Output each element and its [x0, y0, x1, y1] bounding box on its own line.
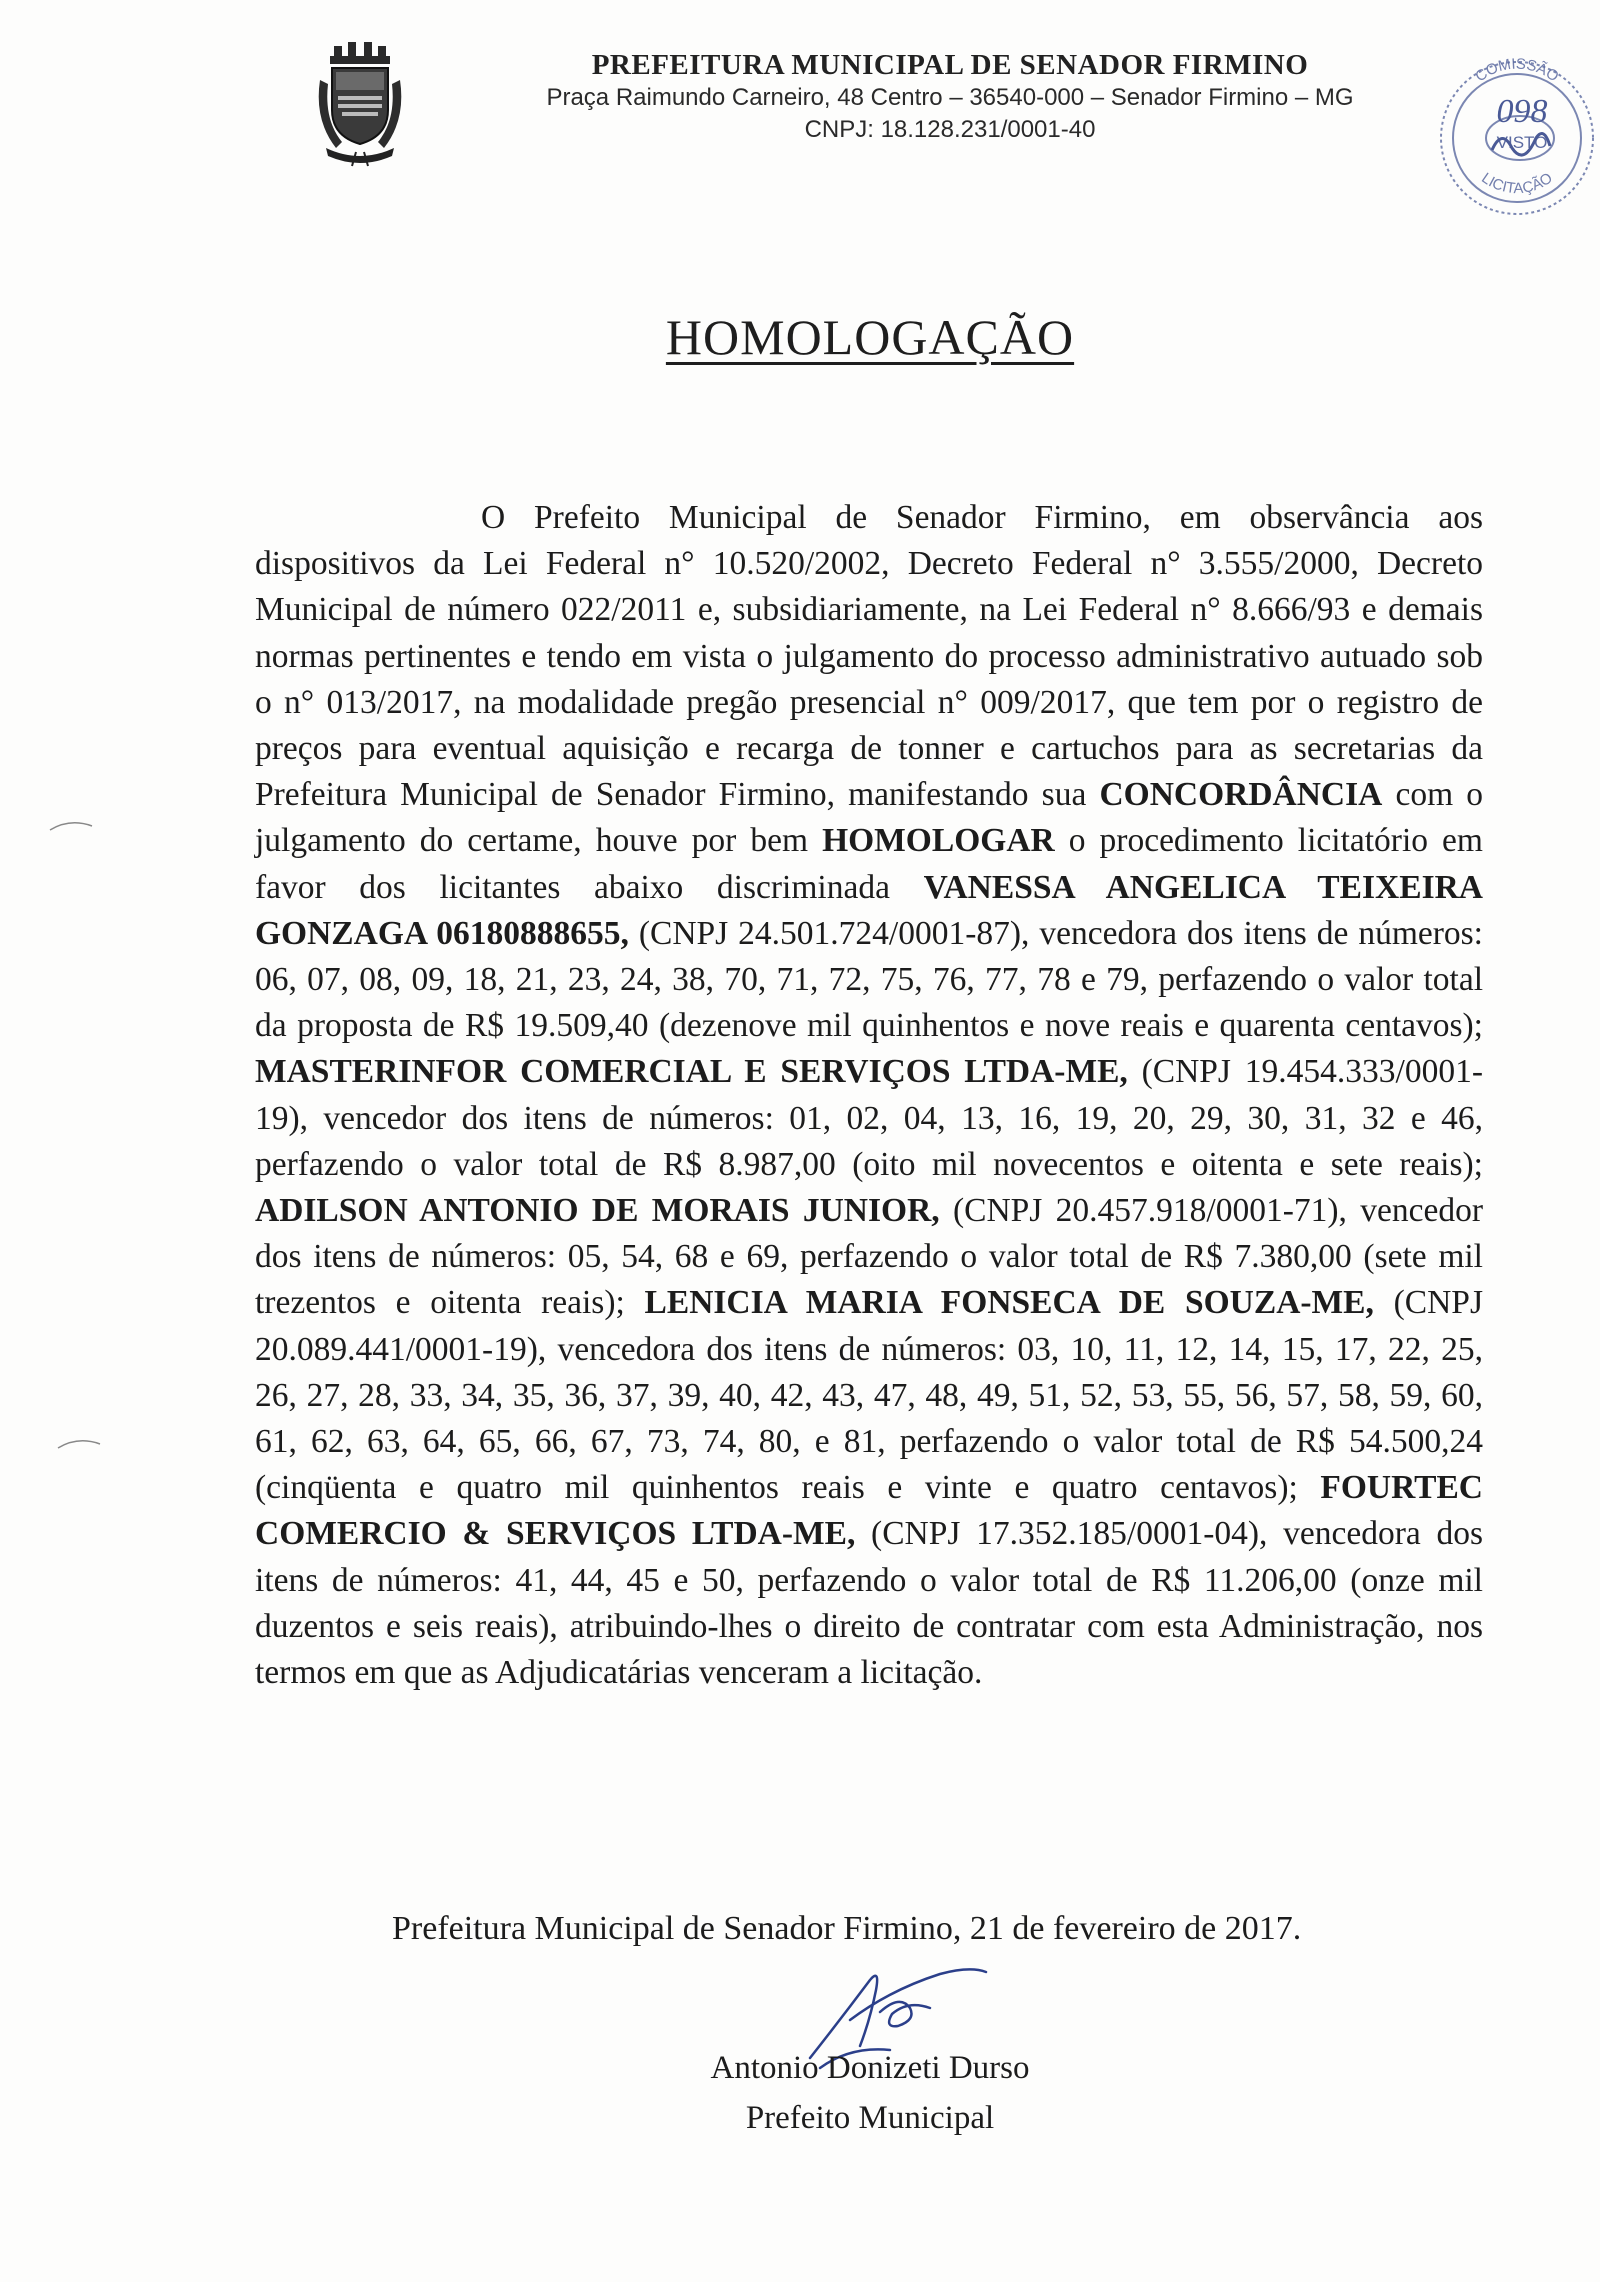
bold-text-run: HOMOLOGAR: [822, 822, 1055, 860]
bold-text-run: MASTERINFOR COMERCIAL E SERVIÇOS LTDA-ME,: [255, 1053, 1128, 1091]
coat-of-arms-logo: [312, 40, 408, 168]
bold-text-run: ADILSON ANTONIO DE MORAIS JUNIOR,: [255, 1192, 940, 1230]
margin-mark: [56, 1436, 102, 1450]
text-run: O Prefeito Municipal de Senador Firmino, em observância aos dispositivos da Lei Federal n° 10.520/2002, Decreto Federal n° 3.555/2000, Decreto Municipal de número 022/2011 e, subsidiariamente, na Lei Federal n° 8.666/93 e demais normas pertinentes e tendo em vista o julgamento do processo administrativo autuado sob o n° 013/2017, na modalidade pregão presencial n° 009/2017, que tem por o registro de preços para eventual aquisição e recarga de tonner e cartuchos para as secretarias da Prefeitura Municipal de Senador Firmino, manifestando sua: [255, 499, 1483, 814]
text-run: (CNPJ 24.501.724/0001-87), vencedora dos itens de números: 06, 07, 08, 09, 18, 21, 23, 24, 38, 70, 71, 72, 75, 76, 77, 78 e 79, perfazendo o valor total da proposta de R$ 19.509,40 (dezenove mil quinhentos e nove reais e quarenta centavos);: [255, 914, 1483, 1045]
text-run: (CNPJ 20.457.918/0001-71), vencedor dos itens de números: 05, 54, 68 e 69, perfazendo o valor total de R$ 7.380,00 (sete mil trezentos e oitenta reais);: [255, 1192, 1483, 1322]
stamp-bottom-text: LICITAÇÃO: [1478, 169, 1556, 198]
text-run: (CNPJ 19.454.333/0001-19), vencedor dos itens de números: 01, 02, 04, 13, 16, 19, 20, 29, 30, 31, 32 e 46, perfazendo o valor total de R$ 8.987,00 (oito mil novecentos e oitenta e sete reais);: [255, 1053, 1484, 1183]
municipality-address: Praça Raimundo Carneiro, 48 Centro – 36540-000 – Senador Firmino – MG: [546, 84, 1354, 111]
svg-text:LICITAÇÃO: [1478, 170, 1555, 198]
stamp-top-text: COMISSÃO: [1472, 55, 1562, 86]
svg-text:COMISSÃO: [1472, 56, 1562, 86]
municipality-cnpj: CNPJ: 18.128.231/0001-40: [804, 116, 1096, 143]
signatory-name: Antonio Donizeti Durso: [710, 2050, 1030, 2086]
stamp-number: 098: [1496, 93, 1548, 130]
margin-mark: [48, 818, 94, 832]
document-title: HOMOLOGAÇÃO: [665, 309, 1075, 365]
commission-stamp: [1432, 38, 1600, 228]
text-run: com o julgamento do certame, houve por bem: [255, 776, 1483, 860]
letterhead: [470, 48, 1430, 146]
text-run: o procedimento licitatório em favor dos licitantes abaixo discriminada: [255, 822, 1483, 906]
place-and-date: Prefeitura Municipal de Senador Firmino, 21 de fevereiro de 2017.: [392, 1910, 1302, 1947]
municipality-name: PREFEITURA MUNICIPAL DE SENADOR FIRMINO: [591, 49, 1309, 81]
text-run: (CNPJ 17.352.185/0001-04), vencedora dos itens de números: 41, 44, 45 e 50, perfazendo o valor total de R$ 11.206,00 (onze mil duzentos e seis reais), atribuindo-lhes o direito de contratar com esta Administração, nos termos em que as Adjudicatárias venceram a licitação.: [255, 1515, 1483, 1692]
bold-text-run: CONCORDÂNCIA: [1099, 776, 1383, 814]
bold-text-run: LENICIA MARIA FONSECA DE SOUZA-ME,: [644, 1284, 1374, 1322]
bold-text-run: FOURTEC COMERCIO & SERVIÇOS LTDA-ME,: [255, 1469, 1483, 1553]
bold-text-run: VANESSA ANGELICA TEIXEIRA GONZAGA 06180888655,: [255, 868, 1483, 952]
stamp-middle-text: VISTO: [1496, 133, 1548, 152]
document-body: [255, 495, 1483, 1696]
text-run: (CNPJ 20.089.441/0001-19), vencedora dos itens de números: 03, 10, 11, 12, 14, 15, 17, 22, 25, 26, 27, 28, 33, 34, 35, 36, 37, 39, 40, 42, 43, 47, 48, 49, 51, 52, 53, 55, 56, 57, 58, 59, 60, 61, 62, 63, 64, 65, 66, 67, 73, 74, 80, e 81, perfazendo o valor total de R$ 54.500,24 (cinqüenta e quatro mil quinhentos reais e vinte e quatro centavos);: [255, 1284, 1483, 1507]
signatory-role: Prefeito Municipal: [745, 2100, 995, 2136]
